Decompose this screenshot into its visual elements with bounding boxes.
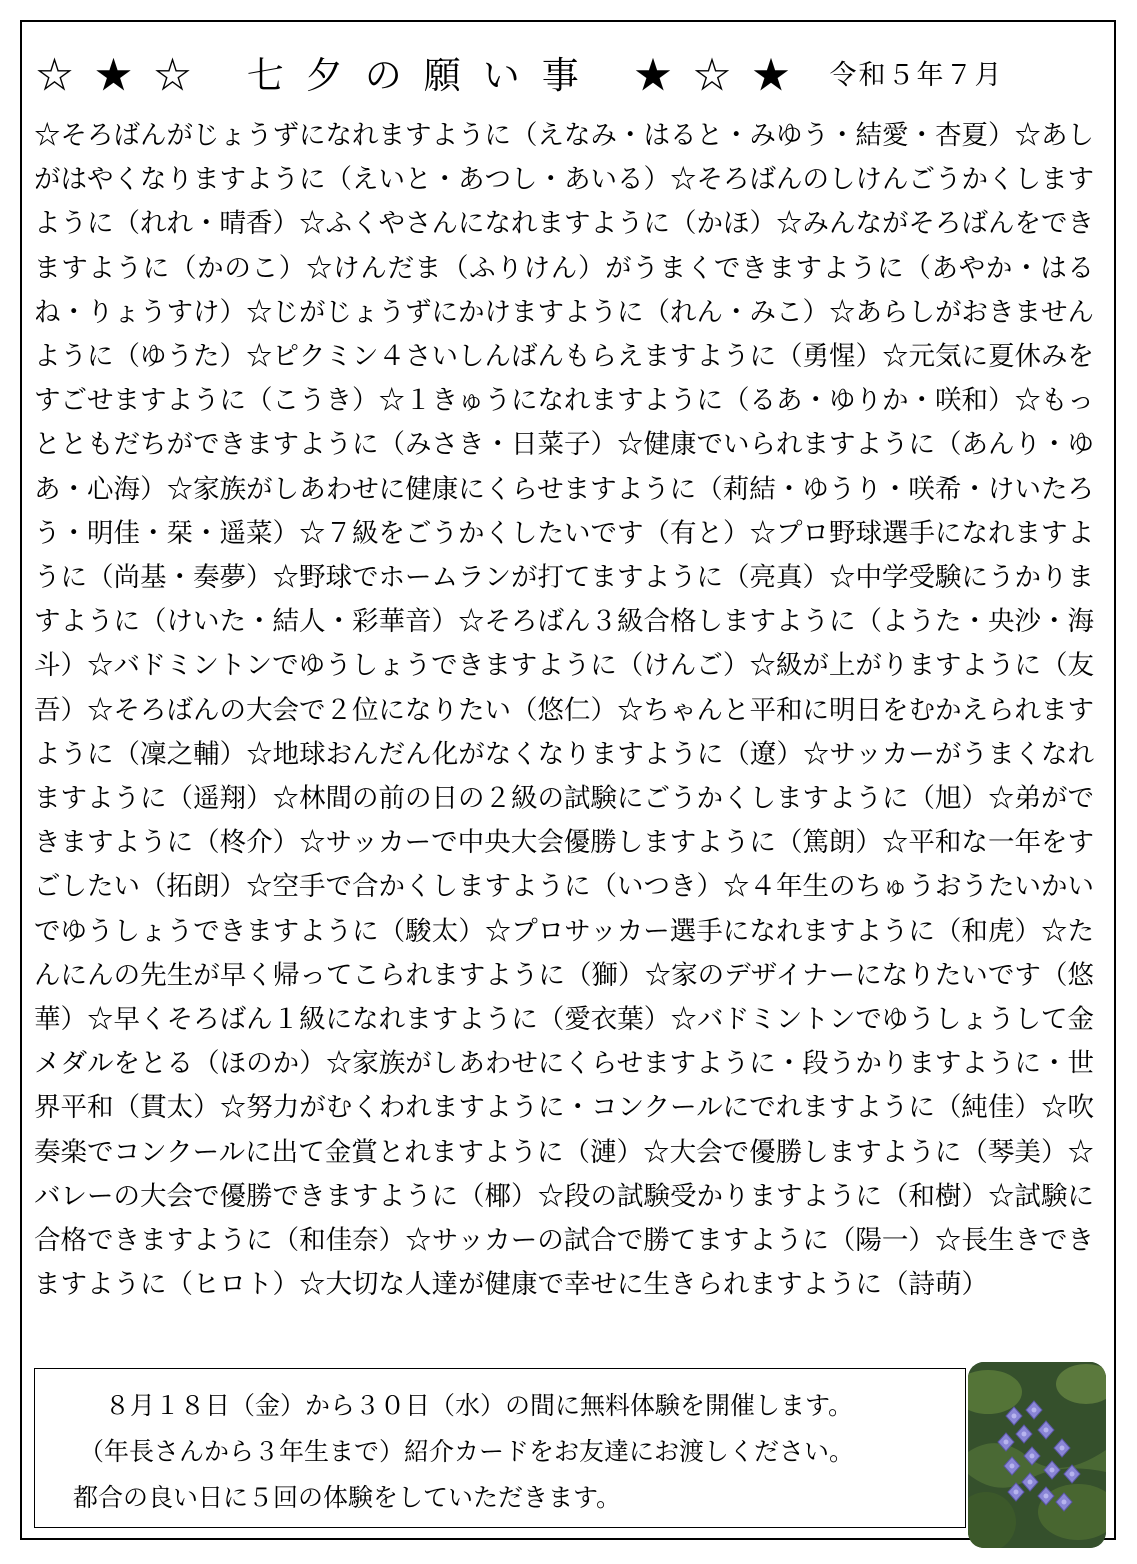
trial-notice-box bbox=[34, 1368, 966, 1528]
page-title: ☆★☆ 七夕の願い事 ★☆★ bbox=[36, 54, 812, 97]
newsletter-sheet bbox=[20, 20, 1116, 1540]
hydrangea-illustration bbox=[968, 1362, 1106, 1548]
wishes-text: ☆そろばんがじょうずになれますように（えなみ・はると・みゆう・結愛・杏夏）☆あしがはやくなりますように（えいと・あつし・あいる）☆そろばんのしけんごうかくしますように（れれ・晴香）☆ふくやさんになれますように（かほ）☆みんながそろばんをできますように（かのこ）☆けんだま（ふりけん）がうまくできますように（あやか・はるね・りょうすけ）☆じがじょうずにかけますように（れん・みこ）☆あらしがおきませんように（ゆうた）☆ピクミン４さいしんばんもらえますように（勇惺）☆元気に夏休みをすごせますように（こうき）☆１きゅうになれますように（るあ・ゆりか・咲和）☆もっとともだちができますように（みさき・日菜子）☆健康でいられますように（あんり・ゆあ・心海）☆家族がしあわせに健康にくらせますように（莉結・ゆうり・咲希・けいたろう・明佳・栞・遥菜）☆７級をごうかくしたいです（有と）☆プロ野球選手になれますように（尚基・奏夢）☆野球でホームランが打てますように（亮真）☆中学受験にうかりますように（けいた・結人・彩華音）☆そろばん３級合格しますように（ようた・央沙・海斗）☆バドミントンでゆうしょうできますように（けんご）☆級が上がりますように（友吾）☆そろばんの大会で２位になりたい（悠仁）☆ちゃんと平和に明日をむかえられますように（凜之輔）☆地球おんだん化がなくなりますように（遼）☆サッカーがうまくなれますように（遥翔）☆林間の前の日の２級の試験にごうかくしますように（旭）☆弟ができますように（柊介）☆サッカーで中央大会優勝しますように（篤朗）☆平和な一年をすごしたい（拓朗）☆空手で合かくしますように（いつき）☆４年生のちゅうおうたいかいでゆうしょうできますように（駿太）☆プロサッカー選手になれますように（和虎）☆たんにんの先生が早く帰ってこられますように（獅）☆家のデザイナーになりたいです（悠華）☆早くそろばん１級になれますように（愛衣葉）☆バドミントンでゆうしょうして金メダルをとる（ほのか）☆家族がしあわせにくらせますように・段うかりますように・世界平和（貫太）☆努力がむくわれますように・コンクールにでれますように（純佳）☆吹奏楽でコンクールに出て金賞とれますように（漣）☆大会で優勝しますように（琴美）☆バレーの大会で優勝できますように（椰）☆段の試験受かりますように（和樹）☆試験に合格できますように（和佳奈）☆サッカーの試合で勝てますように（陽一）☆長生きできますように（ヒロト）☆大切な人達が健康で幸せに生きられますように（詩萌） bbox=[34, 120, 1094, 1301]
hydrangea-photo bbox=[968, 1362, 1106, 1548]
notice-line-1: ８月１８日（金）から３０日（水）の間に無料体験を開催します。 bbox=[105, 1391, 854, 1420]
notice-line-3: 都合の良い日に５回の体験をしていただきます。 bbox=[73, 1483, 622, 1512]
issue-date: 令和５年７月 bbox=[829, 59, 1004, 91]
header bbox=[36, 44, 1096, 100]
notice-line-2: （年長さんから３年生まで）紹介カードをお友達にお渡しください。 bbox=[79, 1437, 855, 1466]
